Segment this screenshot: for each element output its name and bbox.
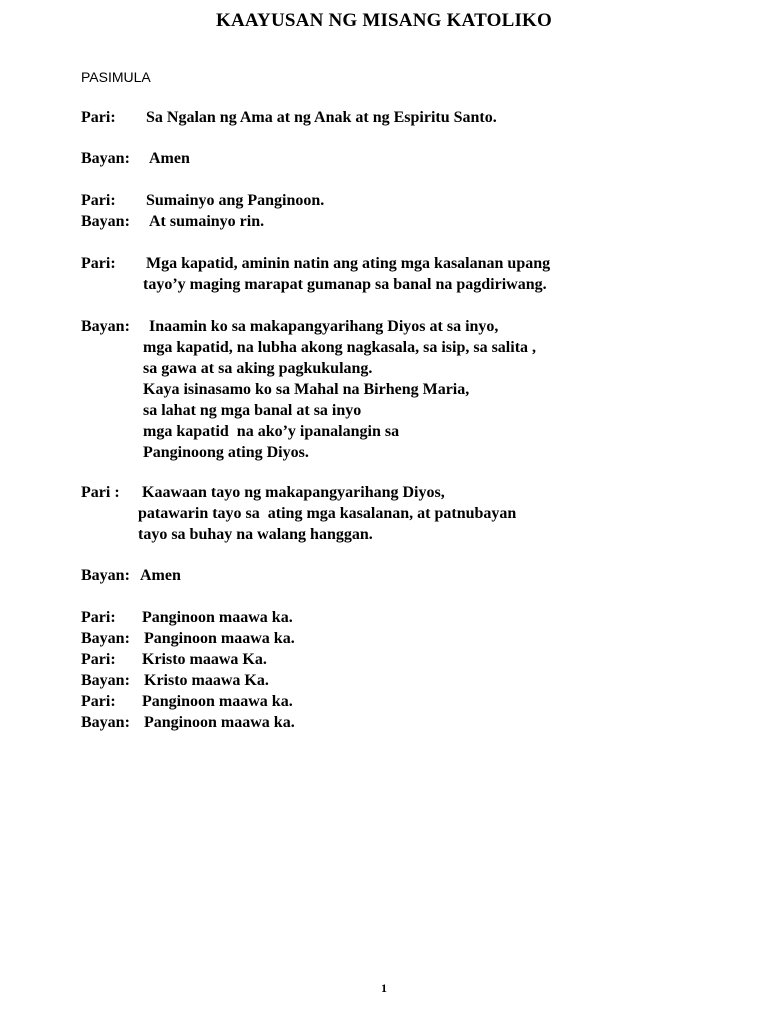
dialogue-line <box>81 148 190 169</box>
dialogue-line <box>81 211 324 232</box>
speaker-label: Bayan: <box>81 213 130 230</box>
line-text: Panginoon maawa ka. <box>144 714 295 731</box>
dialogue-line <box>81 421 536 442</box>
line-text: mga kapatid, na lubha akong nagkasala, sa isip, sa salita , <box>143 339 537 356</box>
dialogue-line <box>81 358 536 379</box>
line-text: mga kapatid na ako’y ipanalangin sa <box>143 423 400 440</box>
line-text: Sa Ngalan ng Ama at ng Anak at ng Espiritu Santo. <box>146 109 497 126</box>
line-text: Mga kapatid, aminin natin ang ating mga kasalanan upang <box>146 255 551 272</box>
speaker-label: Bayan: <box>81 630 130 647</box>
speaker-label: Bayan: <box>81 318 130 335</box>
dialogue-line <box>81 691 295 712</box>
dialogue-block <box>81 565 181 586</box>
speaker-label: Bayan: <box>81 714 130 731</box>
section-heading: PASIMULA <box>81 69 151 85</box>
dialogue-block <box>81 607 295 733</box>
dialogue-line <box>81 107 497 128</box>
dialogue-line <box>81 649 295 670</box>
line-text: Kaya isinasamo ko sa Mahal na Birheng Maria, <box>143 381 470 398</box>
dialogue-line <box>81 400 536 421</box>
line-text: Kristo maawa Ka. <box>144 672 269 689</box>
dialogue-block <box>81 148 190 169</box>
line-text: At sumainyo rin. <box>149 213 265 230</box>
dialogue-line <box>81 274 550 295</box>
page-number: 1 <box>381 981 387 995</box>
line-text: Panginoon maawa ka. <box>142 693 293 710</box>
line-text: sa gawa at sa aking pagkukulang. <box>143 360 373 377</box>
speaker-label: Pari: <box>81 693 116 710</box>
dialogue-block <box>81 107 497 128</box>
line-text: Panginoon maawa ka. <box>144 630 295 647</box>
speaker-label: Pari : <box>81 484 120 501</box>
dialogue-line <box>81 712 295 733</box>
dialogue-line <box>81 253 550 274</box>
dialogue-line <box>81 482 516 503</box>
dialogue-line <box>81 503 516 524</box>
line-text: Sumainyo ang Panginoon. <box>146 192 325 209</box>
dialogue-line <box>81 524 516 545</box>
line-text: Panginoong ating Diyos. <box>143 444 309 461</box>
speaker-label: Pari: <box>81 192 116 209</box>
line-text: Kaawaan tayo ng makapangyarihang Diyos, <box>142 484 445 501</box>
dialogue-line <box>81 337 536 358</box>
dialogue-block <box>81 253 550 295</box>
dialogue-line <box>81 670 295 691</box>
line-text: Kristo maawa Ka. <box>142 651 267 668</box>
dialogue-line <box>81 379 536 400</box>
speaker-label: Pari: <box>81 651 116 668</box>
line-text: Amen <box>140 567 181 584</box>
line-text: sa lahat ng mga banal at sa inyo <box>143 402 362 419</box>
speaker-label: Pari: <box>81 255 116 272</box>
dialogue-block <box>81 482 516 545</box>
line-text: Panginoon maawa ka. <box>142 609 293 626</box>
line-text: Amen <box>149 150 190 167</box>
dialogue-line <box>81 565 181 586</box>
dialogue-line <box>81 607 295 628</box>
speaker-label: Pari: <box>81 109 116 126</box>
dialogue-line <box>81 316 536 337</box>
line-text: tayo sa buhay na walang hanggan. <box>138 526 373 543</box>
dialogue-line <box>81 442 536 463</box>
speaker-label: Pari: <box>81 609 116 626</box>
line-text: patawarin tayo sa ating mga kasalanan, at patnubayan <box>138 505 517 522</box>
line-text: Inaamin ko sa makapangyarihang Diyos at sa inyo, <box>149 318 499 335</box>
dialogue-line <box>81 628 295 649</box>
line-text: tayo’y maging marapat gumanap sa banal na pagdiriwang. <box>143 276 547 293</box>
speaker-label: Bayan: <box>81 672 130 689</box>
speaker-label: Bayan: <box>81 567 130 584</box>
dialogue-line <box>81 190 324 211</box>
dialogue-block <box>81 316 536 463</box>
dialogue-block <box>81 190 324 232</box>
document-title: KAAYUSAN NG MISANG KATOLIKO <box>215 10 553 31</box>
speaker-label: Bayan: <box>81 150 130 167</box>
